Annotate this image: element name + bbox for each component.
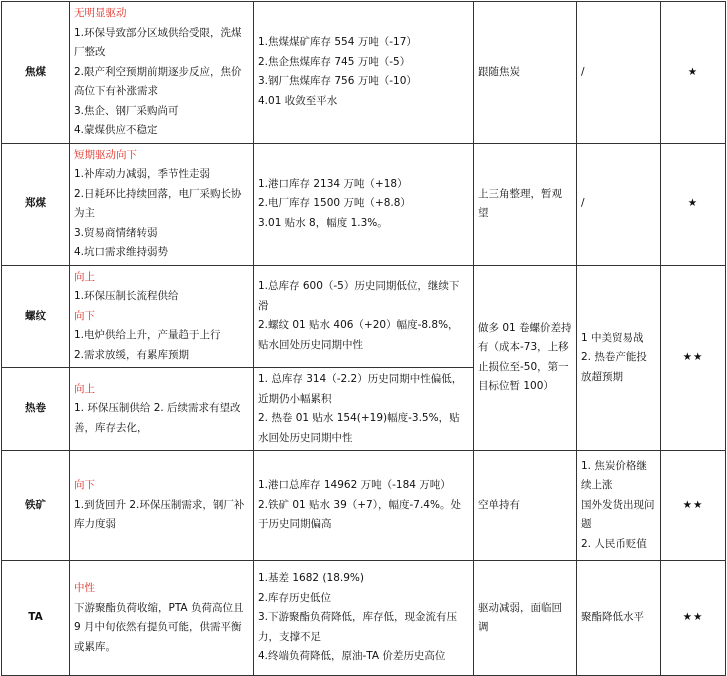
rating-stars: ★★	[661, 561, 726, 676]
data-item: 3.01 贴水 8，幅度 1.3%。	[258, 216, 388, 229]
commodity-table	[1, 1, 726, 676]
factor-item: 1.环保压制长流程供给	[74, 290, 179, 302]
data-cell	[254, 2, 474, 144]
strategy-cell: 上三角整理，暂观望	[474, 143, 577, 265]
data-item: 1.焦煤煤矿库存 554 万吨（-17）	[258, 36, 417, 49]
factor-item: 3.贸易商情绪转弱	[74, 226, 158, 239]
strategy-cell: 跟随焦炭	[474, 2, 577, 144]
driver-heading: 无明显驱动	[74, 7, 127, 19]
driver-heading-up: 向上	[74, 270, 95, 283]
risk-cell: 聚酯降低水平	[577, 561, 661, 676]
factor-item: 1.到货回升 2.环保压制需求，钢厂补库力度弱	[74, 498, 245, 531]
factor-item: 1.补库动力减弱，季节性走弱	[74, 168, 211, 180]
risk-item: 1. 焦炭价格继续上涨	[581, 459, 647, 492]
commodity-name: 螺纹	[2, 265, 70, 368]
rating-stars: ★	[661, 2, 726, 144]
commodity-name: TA	[2, 561, 70, 676]
factor-item: 1.环保导致部分区域供给受限，洗煤厂整改	[74, 26, 242, 58]
data-cell	[254, 368, 474, 451]
strategy-cell: 驱动减弱，面临回调	[474, 561, 577, 676]
risk-item: 2. 热卷产能投放超预期	[581, 351, 647, 383]
data-item: 4.终端负荷降低，原油-TA 价差历史高位	[258, 650, 446, 663]
risk-cell: /	[577, 2, 661, 144]
data-item: 3.下游聚酯负荷降低，库存低，现金流有压力，支撑不足	[258, 611, 458, 643]
data-cell	[254, 451, 474, 561]
rating-stars: ★	[661, 143, 726, 265]
factors-cell	[70, 2, 254, 144]
commodity-name: 郑煤	[2, 143, 70, 265]
rating-stars: ★★	[661, 265, 726, 451]
risk-item: 1 中美贸易战	[581, 331, 644, 344]
data-item: 2.铁矿 01 贴水 39（+7），幅度-7.4%。处于历史同期偏高	[258, 498, 461, 531]
factor-item: 1. 环保压制供给 2. 后续需求有望改善，库存去化，	[74, 402, 241, 434]
strategy-cell: 做多 01 卷螺价差持有（成本-73，上移止损位至-50，第一目标位暂 100）	[474, 265, 577, 451]
factors-cell	[70, 561, 254, 676]
driver-heading: 中性	[74, 582, 95, 594]
data-item: 1.总库存 600（-5）历史同期低位，继续下滑	[258, 280, 460, 312]
commodity-name: 焦煤	[2, 2, 70, 144]
table-row-zhengmei	[2, 143, 726, 265]
data-item: 1.港口库存 2134 万吨（+18）	[258, 177, 408, 190]
factor-item: 3.焦企、钢厂采购尚可	[74, 104, 179, 117]
data-cell	[254, 561, 474, 676]
table-row-luowen	[2, 265, 726, 368]
driver-heading: 向下	[74, 479, 95, 492]
commodity-name: 铁矿	[2, 451, 70, 561]
data-item: 2.螺纹 01 贴水 406（+20）幅度-8.8%，贴水回处历史同期中性	[258, 319, 459, 351]
data-item: 1. 总库存 314（-2.2）历史同期中性偏低，近期仍小幅累积	[258, 373, 463, 405]
factor-item: 4.蒙煤供应不稳定	[74, 124, 158, 136]
factors-cell	[70, 143, 254, 265]
factors-cell	[70, 368, 254, 451]
factors-cell	[70, 451, 254, 561]
data-cell	[254, 265, 474, 368]
factor-item: 4.坑口需求维持弱势	[74, 246, 169, 258]
data-item: 2.库存历史低位	[258, 591, 332, 604]
data-item: 2.焦企焦煤库存 745 万吨（-5）	[258, 55, 411, 68]
driver-heading-down: 向下	[74, 309, 95, 322]
strategy-cell: 空单持有	[474, 451, 577, 561]
factors-cell	[70, 265, 254, 368]
risk-cell	[577, 451, 661, 561]
data-item: 2.电厂库存 1500 万吨（+8.8）	[258, 197, 411, 210]
factor-item: 2.限产利空预期前期逐步反应，焦价高位下有补涨需求	[74, 65, 242, 97]
commodity-name: 热卷	[2, 368, 70, 451]
risk-item: 2. 人民币贬值	[581, 537, 647, 550]
table-row-tiekuang	[2, 451, 726, 561]
data-item: 1.港口总库存 14962 万吨（-184 万吨）	[258, 479, 451, 492]
data-item: 2. 热卷 01 贴水 154(+19)幅度-3.5%，贴水回处历史同期中性	[258, 412, 460, 444]
data-item: 4.01 收敛至平水	[258, 94, 338, 107]
factor-item: 2.需求放缓，有累库预期	[74, 348, 190, 361]
risk-cell	[577, 265, 661, 451]
driver-heading: 向上	[74, 382, 95, 395]
rating-stars: ★★	[661, 451, 726, 561]
data-item: 3.钢厂焦煤库存 756 万吨（-10）	[258, 75, 417, 88]
table-row-jiaomei	[2, 2, 726, 144]
risk-cell: /	[577, 143, 661, 265]
table-row-ta	[2, 561, 726, 676]
data-cell	[254, 143, 474, 265]
risk-item: 国外发货出现问题	[581, 498, 655, 531]
factor-item: 下游聚酯负荷收缩，PTA 负荷高位且 9 月中旬依然有提负可能，供需平衡或累库。	[74, 601, 244, 653]
factor-item: 2.日耗环比持续回落，电厂采购长协为主	[74, 187, 242, 219]
factor-item: 1.电炉供给上升，产量趋于上行	[74, 329, 221, 341]
driver-heading: 短期驱动向下	[74, 148, 137, 161]
data-item: 1.基差 1682 (18.9%)	[258, 572, 364, 585]
